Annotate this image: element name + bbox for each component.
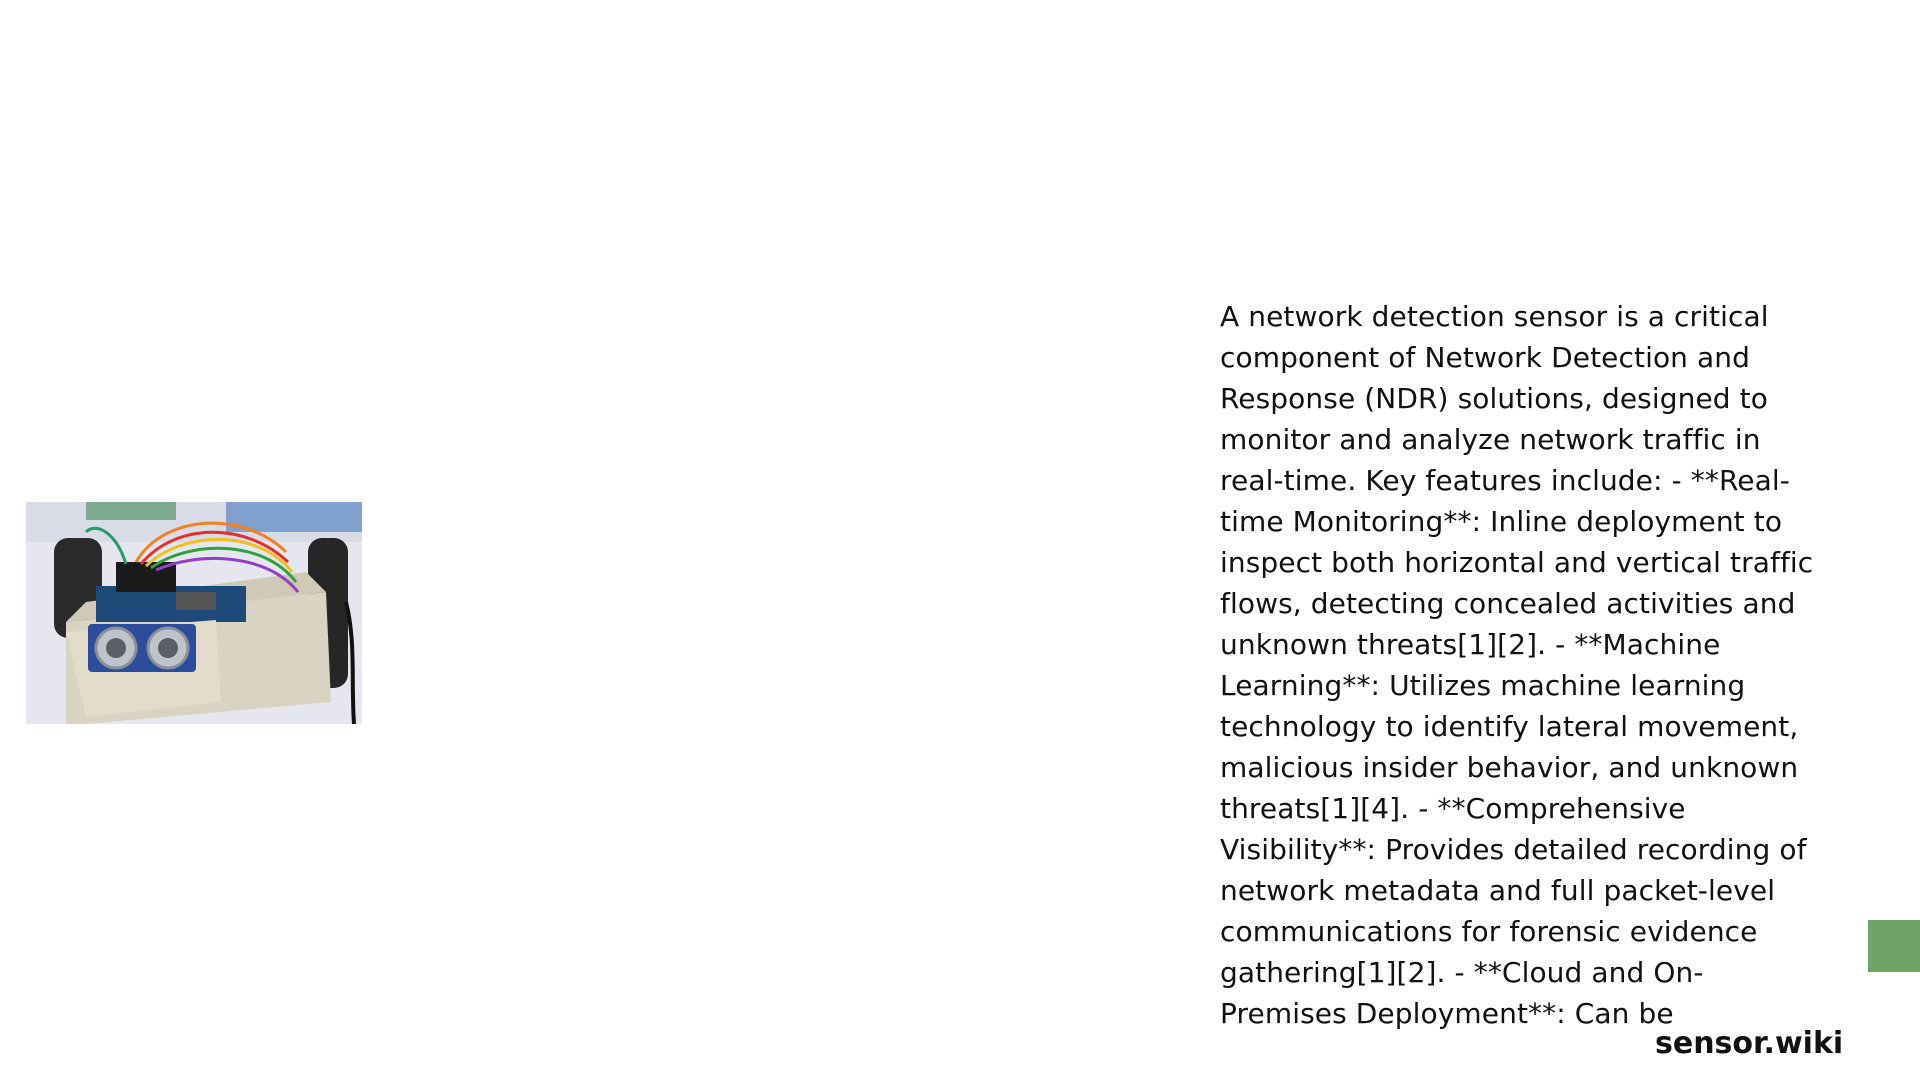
article-description: A network detection sensor is a critical component of Network Detection and Response (NDR) solutions, designed to monitor and analyze network traffic in real-time. Key features include: - **Real-time Monitoring**: Inline deployment to inspect both horizontal and vertical traffic flows, detecting concealed activities and unknown threats[1][2]. - **Machine Learning**: Utilizes machine learning technology to identify lateral movement, malicious insider behavior, and unknown threats[1][4]. - **Comprehensive Visibility**: Provides detailed recording of network metadata and full packet-level communications for forensic evidence gathering[1][2]. - **Cloud and On-Premises Deployment**: Can be [1220,300,1814,1030]
robot-sensor-photo [26,502,362,724]
accent-block [1868,920,1920,972]
site-brand[interactable]: sensor.wiki [1655,1026,1844,1061]
